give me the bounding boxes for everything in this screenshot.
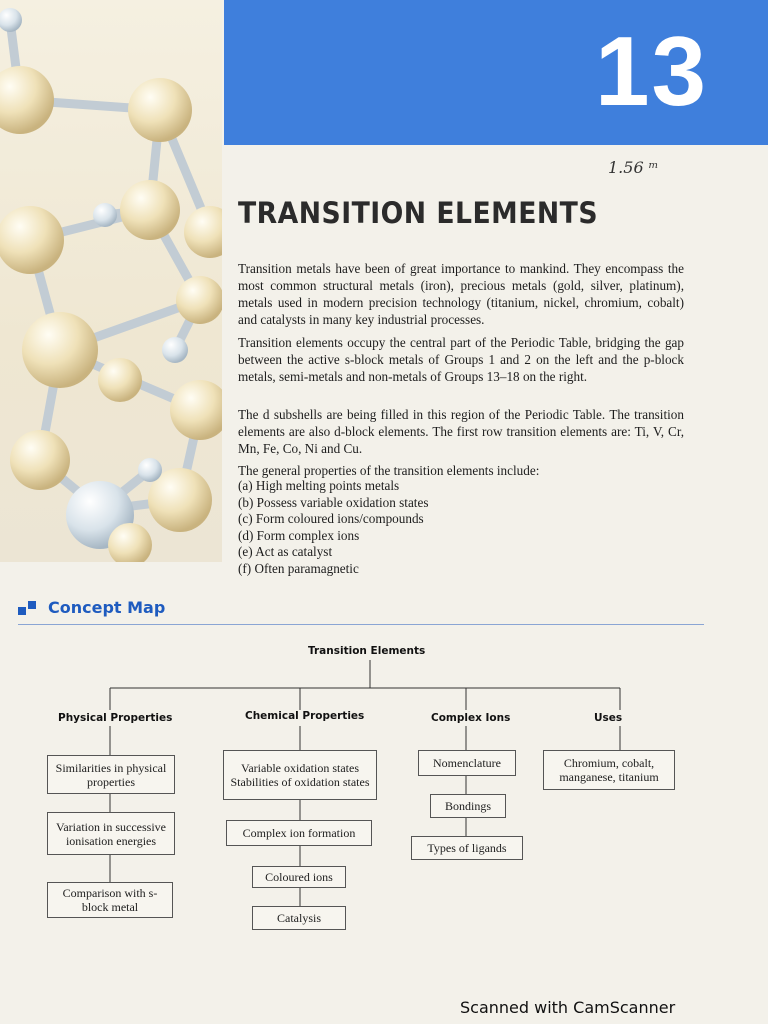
branch-physical: Physical Properties [58, 712, 173, 724]
complex-item: Nomenclature [418, 750, 516, 776]
scanner-watermark: Scanned with CamScanner [460, 998, 676, 1017]
property-item: (e) Act as catalyst [238, 544, 333, 559]
chapter-banner [224, 0, 768, 145]
root-node: Transition Elements [308, 645, 426, 657]
squares-icon [18, 601, 38, 615]
physical-item: Comparison with s-block metal [47, 882, 173, 918]
physical-item: Similarities in physical properties [47, 755, 175, 794]
chemical-item: Catalysis [252, 906, 346, 930]
branch-chemical: Chemical Properties [245, 710, 365, 722]
concept-map-heading [18, 598, 165, 617]
chapter-number: 13 [594, 16, 708, 126]
concept-map-title: Concept Map [48, 598, 166, 617]
chemical-item: Complex ion formation [226, 820, 372, 846]
intro-paragraph-1: Transition metals have been of great importance to mankind. They encompass the most common structural metals (iron), precious metals (gold, silver, platinum), metals used in modern precision technology (titanium, nickel, chromium, cobalt) and catalysts in many key industrial processes. [238, 261, 684, 327]
property-item: (a) High melting points metals [238, 478, 400, 493]
branch-uses: Uses [594, 712, 623, 724]
chemical-item: Variable oxidation states Stabilities of oxidation states [223, 750, 377, 800]
properties-list [238, 478, 428, 577]
property-item: (b) Possess variable oxidation states [238, 494, 429, 510]
property-item: (c) Form coloured ions/compounds [238, 511, 424, 526]
handwritten-note: 1.56 ᵐ [608, 158, 659, 177]
molecule-illustration [0, 0, 222, 562]
complex-item: Bondings [430, 794, 506, 818]
intro-paragraph-3: The d subshells are being filled in this region of the Periodic Table. The transition elements are also d-block elements. The first row transition elements are: Ti, V, Cr, Mn, Fe, Co, Ni and Cu. [238, 407, 684, 456]
heading-divider [18, 624, 704, 625]
property-item: (d) Form complex ions [238, 527, 360, 543]
properties-intro: The general properties of the transition elements include: [238, 463, 540, 478]
physical-item: Variation in successive ionisation energies [47, 812, 175, 855]
branch-complex: Complex Ions [431, 712, 511, 724]
uses-item: Chromium, cobalt, manganese, titanium [543, 750, 675, 790]
intro-paragraph-2: Transition elements occupy the central part of the Periodic Table, bridging the gap between the active s-block metals of Groups 1 and 2 on the left and the p-block metals, semi-metals and non-metals of Groups 13–18 on the right. [238, 335, 684, 384]
property-item: (f) Often paramagnetic [238, 560, 359, 576]
chemical-item: Coloured ions [252, 866, 346, 888]
chapter-title: TRANSITION ELEMENTS [238, 196, 599, 230]
complex-item: Types of ligands [411, 836, 523, 860]
